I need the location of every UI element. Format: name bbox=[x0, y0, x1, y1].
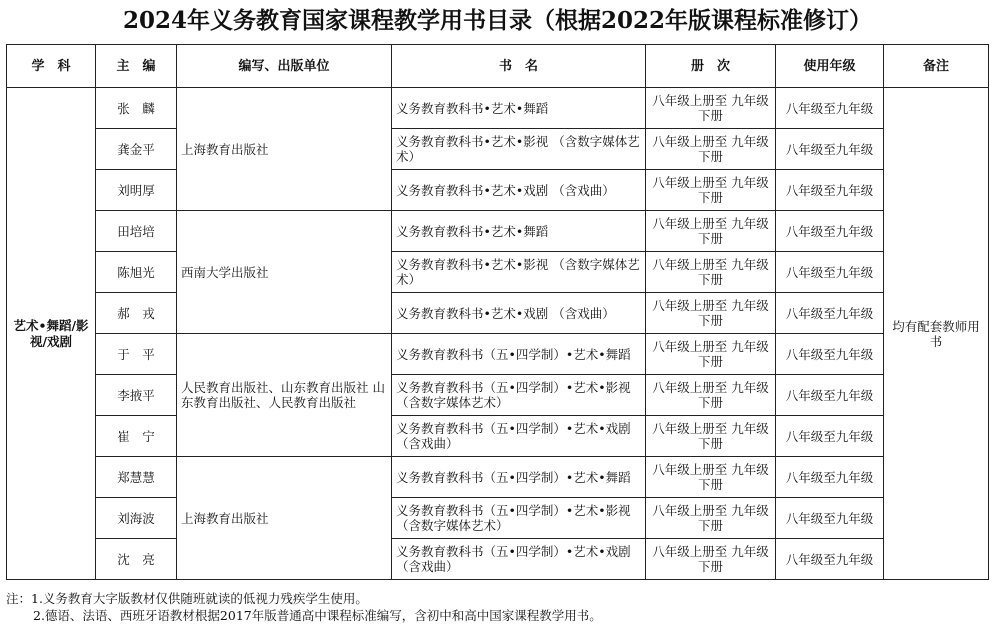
table-row bbox=[7, 252, 989, 293]
grade-cell: 八年级至九年级 bbox=[776, 334, 884, 375]
remark-cell: 均有配套教师用书 bbox=[884, 88, 989, 580]
volume-cell: 八年级上册至 九年级下册 bbox=[646, 375, 776, 416]
book-cell: 义务教育教科书•艺术•戏剧 （含戏曲） bbox=[392, 293, 646, 334]
book-cell: 义务教育教科书（五•四学制）•艺术•舞蹈 bbox=[392, 334, 646, 375]
book-cell: 义务教育教科书•艺术•戏剧 （含戏曲） bbox=[392, 170, 646, 211]
grade-cell: 八年级至九年级 bbox=[776, 498, 884, 539]
footnotes bbox=[6, 590, 991, 624]
page-title: 2024年义务教育国家课程教学用书目录（根据2022年版课程标准修订） bbox=[122, 7, 873, 34]
header-volume: 册 次 bbox=[646, 45, 776, 88]
grade-cell: 八年级至九年级 bbox=[776, 170, 884, 211]
volume-cell: 八年级上册至 九年级下册 bbox=[646, 539, 776, 580]
table-row bbox=[7, 334, 989, 375]
grade-cell: 八年级至九年级 bbox=[776, 416, 884, 457]
table-row bbox=[7, 129, 989, 170]
grade-cell: 八年级至九年级 bbox=[776, 539, 884, 580]
book-cell: 义务教育教科书（五•四学制）•艺术•影视（含数字媒体艺术） bbox=[392, 498, 646, 539]
publisher-cell: 人民教育出版社、山东教育出版社 山东教育出版社、人民教育出版社 bbox=[177, 334, 392, 457]
table-row bbox=[7, 293, 989, 334]
volume-cell: 八年级上册至 九年级下册 bbox=[646, 457, 776, 498]
publisher-cell: 上海教育出版社 bbox=[177, 457, 392, 580]
publisher-cell: 上海教育出版社 bbox=[177, 88, 392, 211]
grade-cell: 八年级至九年级 bbox=[776, 252, 884, 293]
volume-cell: 八年级上册至 九年级下册 bbox=[646, 252, 776, 293]
editor-cell: 陈旭光 bbox=[96, 252, 177, 293]
grade-cell: 八年级至九年级 bbox=[776, 375, 884, 416]
table-row bbox=[7, 498, 989, 539]
table-row bbox=[7, 416, 989, 457]
footnote-2: 2.德语、法语、西班牙语教材根据2017年版普通高中课程标准编写，含初中和高中国家课程教学用书。 bbox=[33, 608, 602, 623]
header-publisher: 编写、出版单位 bbox=[177, 45, 392, 88]
volume-cell: 八年级上册至 九年级下册 bbox=[646, 293, 776, 334]
book-cell: 义务教育教科书（五•四学制）•艺术•舞蹈 bbox=[392, 457, 646, 498]
book-cell: 义务教育教科书（五•四学制）•艺术•戏剧（含戏曲） bbox=[392, 539, 646, 580]
book-cell: 义务教育教科书（五•四学制）•艺术•戏剧（含戏曲） bbox=[392, 416, 646, 457]
header-editor: 主 编 bbox=[96, 45, 177, 88]
editor-cell: 张 麟 bbox=[96, 88, 177, 129]
editor-cell: 于 平 bbox=[96, 334, 177, 375]
table-row bbox=[7, 375, 989, 416]
book-cell: 义务教育教科书•艺术•影视 （含数字媒体艺术） bbox=[392, 129, 646, 170]
editor-cell: 郑慧慧 bbox=[96, 457, 177, 498]
volume-cell: 八年级上册至 九年级下册 bbox=[646, 498, 776, 539]
grade-cell: 八年级至九年级 bbox=[776, 129, 884, 170]
volume-cell: 八年级上册至 九年级下册 bbox=[646, 129, 776, 170]
book-cell: 义务教育教科书•艺术•影视 （含数字媒体艺术） bbox=[392, 252, 646, 293]
volume-cell: 八年级上册至 九年级下册 bbox=[646, 88, 776, 129]
volume-cell: 八年级上册至 九年级下册 bbox=[646, 211, 776, 252]
editor-cell: 郝 戎 bbox=[96, 293, 177, 334]
editor-cell: 田培培 bbox=[96, 211, 177, 252]
book-cell: 义务教育教科书•艺术•舞蹈 bbox=[392, 88, 646, 129]
table-row bbox=[7, 211, 989, 252]
table-row bbox=[7, 539, 989, 580]
table-row bbox=[7, 170, 989, 211]
header-subject: 学 科 bbox=[7, 45, 96, 88]
editor-cell: 崔 宁 bbox=[96, 416, 177, 457]
volume-cell: 八年级上册至 九年级下册 bbox=[646, 334, 776, 375]
volume-cell: 八年级上册至 九年级下册 bbox=[646, 416, 776, 457]
grade-cell: 八年级至九年级 bbox=[776, 293, 884, 334]
editor-cell: 李掖平 bbox=[96, 375, 177, 416]
table-header-row bbox=[7, 45, 989, 88]
volume-cell: 八年级上册至 九年级下册 bbox=[646, 170, 776, 211]
book-cell: 义务教育教科书（五•四学制）•艺术•影视（含数字媒体艺术） bbox=[392, 375, 646, 416]
textbook-catalog-table bbox=[6, 44, 989, 580]
publisher-cell: 西南大学出版社 bbox=[177, 211, 392, 334]
book-cell: 义务教育教科书•艺术•舞蹈 bbox=[392, 211, 646, 252]
editor-cell: 沈 亮 bbox=[96, 539, 177, 580]
header-book: 书 名 bbox=[392, 45, 646, 88]
editor-cell: 刘明厚 bbox=[96, 170, 177, 211]
table-row bbox=[7, 88, 989, 129]
subject-cell: 艺术•舞蹈/影视/戏剧 bbox=[7, 88, 96, 580]
editor-cell: 刘海波 bbox=[96, 498, 177, 539]
editor-cell: 龚金平 bbox=[96, 129, 177, 170]
header-remark: 备注 bbox=[884, 45, 989, 88]
grade-cell: 八年级至九年级 bbox=[776, 457, 884, 498]
header-grade: 使用年级 bbox=[776, 45, 884, 88]
table-row bbox=[7, 457, 989, 498]
footnote-1: 注：1.义务教育大字版教材仅供随班就读的低视力残疾学生使用。 bbox=[6, 591, 368, 606]
grade-cell: 八年级至九年级 bbox=[776, 88, 884, 129]
grade-cell: 八年级至九年级 bbox=[776, 211, 884, 252]
